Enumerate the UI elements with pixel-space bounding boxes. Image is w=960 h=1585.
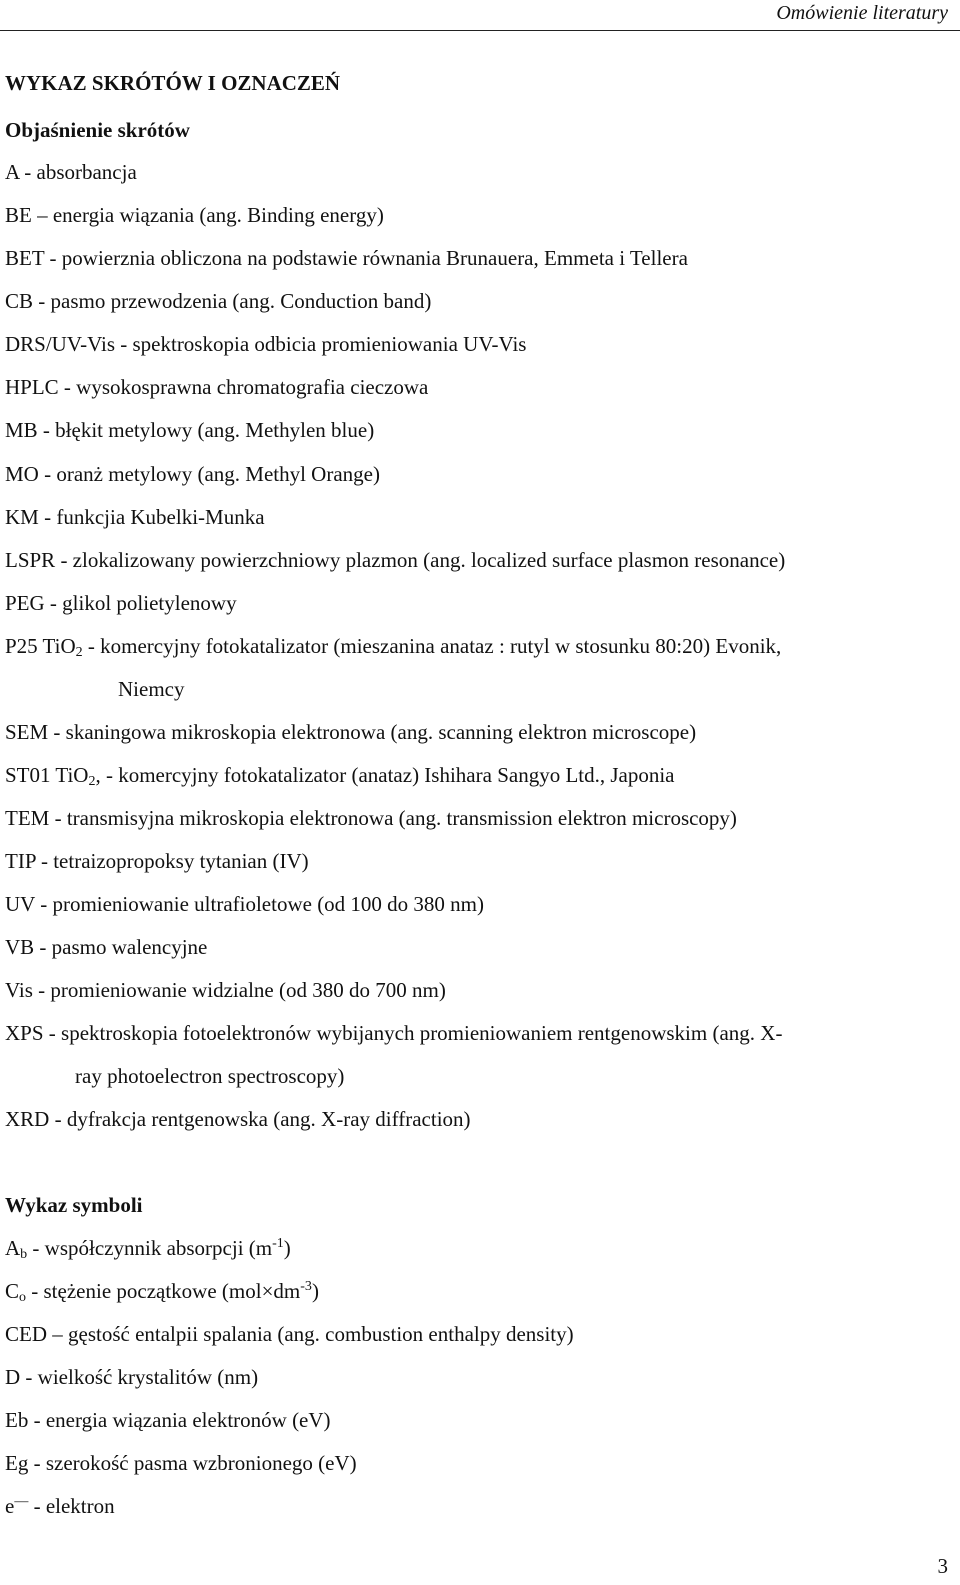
- abbr-item: SEM - skaningowa mikroskopia elektronowa (ang. scanning elektron microscope): [5, 720, 697, 744]
- abbr-item: VB - pasmo walencyjne: [5, 935, 208, 959]
- abbr-item: KM - funkcjia Kubelki-Munka: [5, 505, 265, 529]
- symbol-item: Eb - energia wiązania elektronów (eV): [5, 1408, 331, 1432]
- symbol-item: CED – gęstość entalpii spalania (ang. combustion enthalpy density): [5, 1322, 574, 1346]
- abbr-item: MB - błękit metylowy (ang. Methylen blue): [5, 418, 375, 442]
- symbol-item-electron: e— - elektron: [5, 1494, 115, 1518]
- abbr-item-st01: ST01 TiO$_2$, - komercyjny fotokatalizator (anataz) Ishihara Sangyo Ltd., Japonia: [5, 763, 675, 789]
- symbol-item: D - wielkość krystalitów (nm): [5, 1365, 259, 1389]
- abbr-item: PEG - glikol polietylenowy: [5, 591, 237, 615]
- symbol-item: Eg - szerokość pasma wzbronionego (eV): [5, 1451, 357, 1475]
- abbr-item-xps: XPS - spektroskopia fotoelektronów wybijanych promieniowaniem rentgenowskim (ang. X-: [5, 1021, 783, 1045]
- page-number: 3: [937, 1554, 948, 1578]
- abbr-item: HPLC - wysokosprawna chromatografia cieczowa: [5, 375, 429, 399]
- abbr-item: BE – energia wiązania (ang. Binding energy): [5, 203, 384, 227]
- abbr-item: BET - powierznia obliczona na podstawie równania Brunauera, Emmeta i Tellera: [5, 246, 688, 270]
- abbr-item: CB - pasmo przewodzenia (ang. Conduction band): [5, 289, 432, 313]
- symbol-item-ab: $A_b$ - współczynnik absorpcji $(m^{-1})$: [5, 1236, 291, 1262]
- abbr-item: Vis - promieniowanie widzialne (od 380 do 700 nm): [5, 978, 446, 1002]
- page-title: WYKAZ SKRÓTÓW I OZNACZEŃ: [5, 71, 341, 95]
- running-header: Omówienie literatury: [776, 2, 948, 24]
- header-rule: [0, 30, 960, 31]
- abbr-item: UV - promieniowanie ultrafioletowe (od 100 do 380 nm): [5, 892, 485, 916]
- abbr-item-xps-continuation: ray photoelectron spectroscopy): [75, 1064, 345, 1088]
- abbr-item-p25: P25 TiO$_2$ - komercyjny fotokatalizator (mieszanina anataz : rutyl w stosunku 80:20) Evonik,: [5, 634, 782, 660]
- abbr-item: A - absorbancja: [5, 160, 137, 184]
- abbr-item: MO - oranż metylowy (ang. Methyl Orange): [5, 462, 380, 486]
- abbr-item-p25-continuation: Niemcy: [118, 677, 185, 701]
- abbr-item: TEM - transmisyjna mikroskopia elektronowa (ang. transmission elektron microscopy): [5, 806, 737, 830]
- abbreviations-heading: Objaśnienie skrótów: [5, 118, 190, 142]
- symbols-heading: Wykaz symboli: [5, 1193, 143, 1217]
- abbr-item: TIP - tetraizopropoksy tytanian (IV): [5, 849, 309, 873]
- abbr-item: LSPR - zlokalizowany powierzchniowy plazmon (ang. localized surface plasmon resonance): [5, 548, 786, 572]
- abbr-item: XRD - dyfrakcja rentgenowska (ang. X-ray diffraction): [5, 1107, 471, 1131]
- abbr-item: DRS/UV-Vis - spektroskopia odbicia promieniowania UV-Vis: [5, 332, 527, 356]
- symbol-item-co: $C_o$ - stężenie początkowe $(mol\times dm^{-3})$: [5, 1279, 319, 1305]
